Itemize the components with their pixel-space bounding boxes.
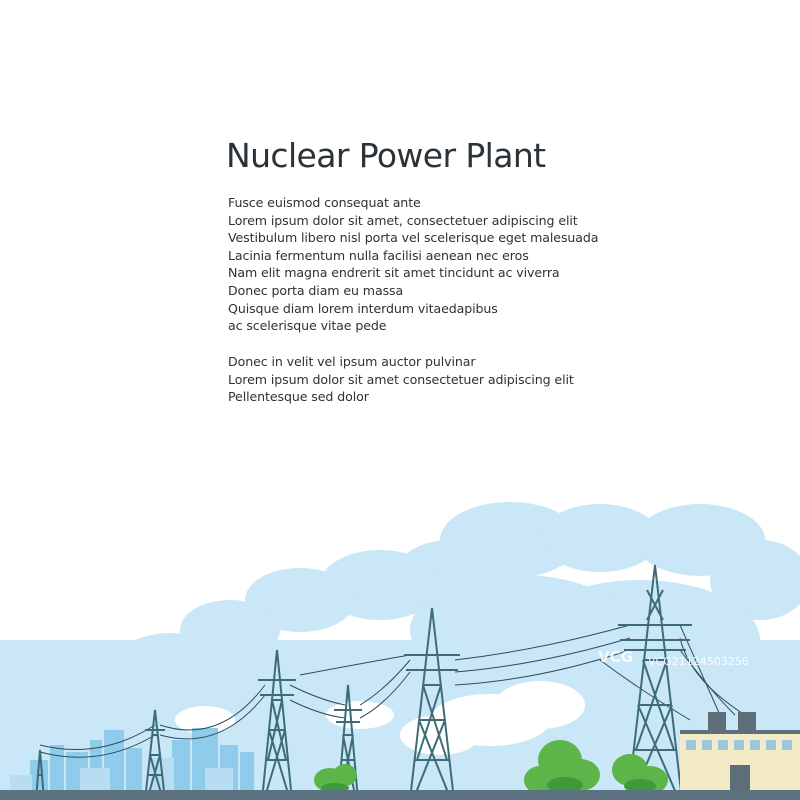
text-line: ac scelerisque vitae pede [228,318,387,334]
text-paragraph-1 [228,194,598,335]
text-line: Lorem ipsum dolor sit amet, consectetuer adipiscing elit [228,212,578,228]
ground [0,790,800,800]
text-line: Donec porta diam eu massa [228,282,404,298]
text-paragraph-2 [228,353,574,406]
watermark [598,640,798,680]
text-line: Lorem ipsum dolor sit amet consectetuer adipiscing elit [228,371,574,387]
text-line: Lacinia fermentum nulla facilisi aenean nec eros [228,247,529,263]
text-line: Quisque diam lorem interdum vitaedapibus [228,300,498,316]
text-line: Nam elit magna endrerit sit amet tincidunt ac viverra [228,265,560,281]
poster-title: Nuclear Power Plant [226,136,546,175]
text-line: Vestibulum libero nisl porta vel scelerisque eget malesuada [228,230,599,246]
watermark-id: VCG21124503256 [648,655,749,668]
watermark-logo: VCG [598,648,633,666]
text-line: Fusce euismod consequat ante [228,195,421,210]
text-line: Donec in velit vel ipsum auctor pulvinar [228,354,476,369]
text-line: Pellentesque sed dolor [228,389,369,405]
